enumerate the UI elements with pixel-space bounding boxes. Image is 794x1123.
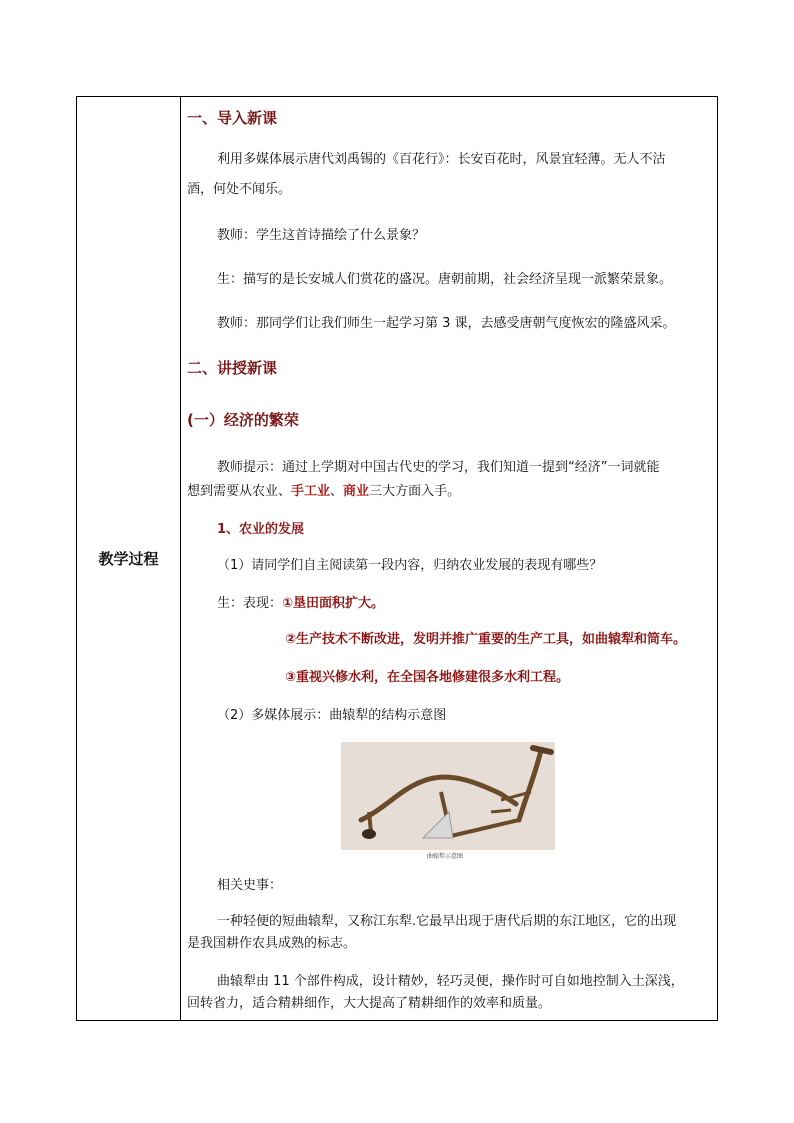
history-label: 相关史事： xyxy=(217,878,283,893)
answer-prefix: 生：表现： xyxy=(217,596,283,611)
paragraph: 教师：那同学们让我们师生一起学习第 3 课，去感受唐朝气度恢宏的隆盛风采。 xyxy=(217,316,676,331)
column-divider xyxy=(180,97,181,1020)
text: 三大方面入手。 xyxy=(369,484,461,499)
paragraph xyxy=(187,479,460,504)
answer-line-1 xyxy=(217,591,384,616)
paragraph: 曲辕犁由 11 个部件构成，设计精妙，轻巧灵便，操作时可自如地控制入土深浅， xyxy=(217,974,684,989)
text: 想到需要从农业、 xyxy=(187,484,292,499)
section-heading-lecture: 二、讲授新课 xyxy=(187,359,278,377)
emphasis-handicraft: 手工业 xyxy=(291,484,331,499)
paragraph: 一种轻便的短曲辕犁，又称江东犁.它最早出现于唐代后期的东江地区，它的出现 xyxy=(217,914,677,929)
paragraph: 教师：学生这首诗描绘了什么景象？ xyxy=(217,228,426,243)
paragraph: 酒，何处不闻乐。 xyxy=(187,182,292,197)
answer-2: ②生产技术不断改进，发明并推广重要的生产工具，如曲辕犁和筒车。 xyxy=(285,632,687,647)
row-label-cell xyxy=(77,97,180,1020)
question-2: （2）多媒体展示：曲辕犁的结构示意图 xyxy=(217,708,447,723)
lesson-table xyxy=(76,96,718,1021)
answer-1: ①垦田面积扩大。 xyxy=(282,596,385,611)
paragraph: 教师提示：通过上学期对中国古代史的学习，我们知道一提到“经济”一词就能 xyxy=(217,460,660,475)
sub-heading-economy: (一）经济的繁荣 xyxy=(187,411,299,429)
content-cell xyxy=(187,97,711,1020)
curved-plow-illustration xyxy=(341,742,555,850)
answer-3: ③重视兴修水利，在全国各地修建很多水利工程。 xyxy=(285,670,570,685)
paragraph: 生：描写的是长安城人们赏花的盛况。唐朝前期，社会经济呈现一派繁荣景象。 xyxy=(217,272,673,287)
row-label: 教学过程 xyxy=(98,550,159,568)
section-heading-intro: 一、导入新课 xyxy=(187,109,278,127)
sub-heading-agriculture: 1、农业的发展 xyxy=(217,522,305,537)
paragraph: 回转省力，适合精耕细作，大大提高了精耕细作的效率和质量。 xyxy=(187,996,552,1011)
figure-caption: 曲辕犁示意图 xyxy=(427,853,464,860)
paragraph: 是我国耕作农具成熟的标志。 xyxy=(187,936,357,951)
question-1: （1）请同学们自主阅读第一段内容，归纳农业发展的表现有哪些？ xyxy=(217,558,603,573)
plow-diagram xyxy=(341,742,555,850)
emphasis-commerce: 商业 xyxy=(343,484,370,499)
paragraph: 利用多媒体展示唐代刘禹锡的《百花行》：长安百花时，风景宜轻薄。无人不沽 xyxy=(217,152,666,167)
text: 、 xyxy=(330,484,344,499)
